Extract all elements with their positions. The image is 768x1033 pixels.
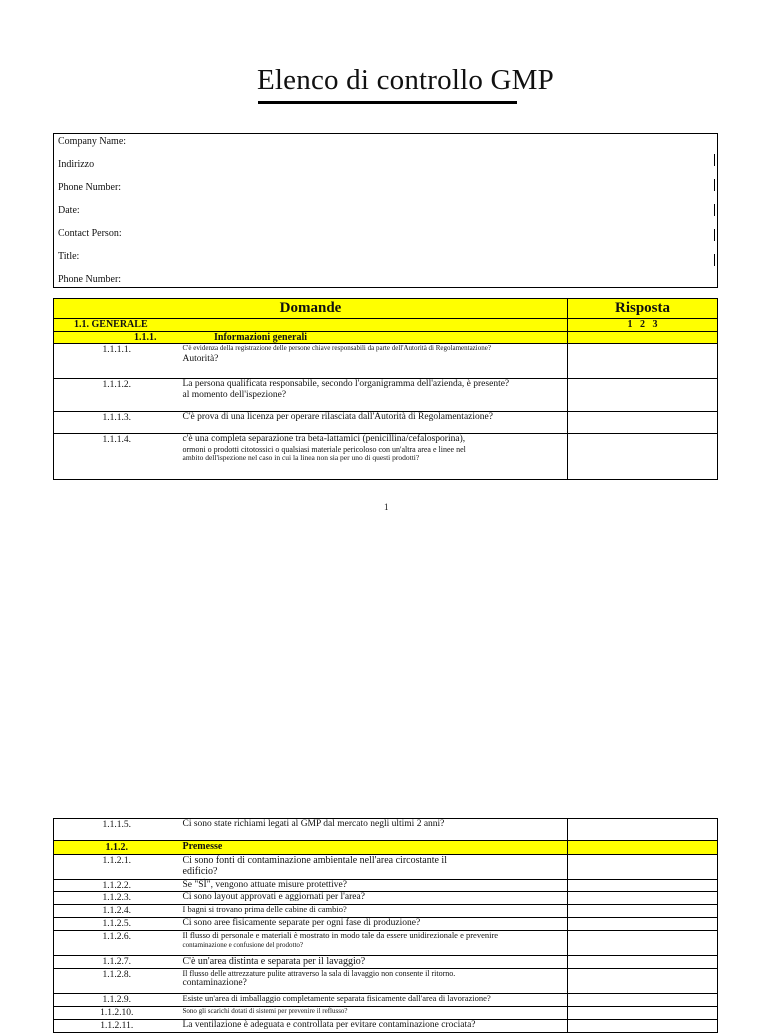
row-number: 1.1.1.1.: [54, 344, 180, 379]
question-line: al momento dell'ispezione?: [182, 389, 287, 400]
contact-person-label: Contact Person:: [58, 228, 122, 239]
row-number: 1.1.2.1.: [54, 854, 180, 879]
row-number: 1.1.2.2.: [54, 879, 180, 892]
company-info-box: [53, 133, 718, 288]
table-row: [54, 918, 718, 931]
question-line: ormoni o prodotti citotossici o qualsiasi materiale pericoloso con un'altra area e linee nel: [182, 444, 466, 454]
table-row: [54, 434, 718, 480]
subsection-cell: [54, 331, 568, 344]
row-question: [180, 854, 568, 879]
header-questions: Domande: [54, 299, 568, 319]
answer-cell[interactable]: [568, 994, 718, 1007]
row-question: Se "SÌ", vengono attuate misure protettive?: [180, 879, 568, 892]
section-row: [54, 319, 718, 332]
right-mark: [714, 229, 715, 241]
question-line: C'è evidenza della registrazione delle persone chiave responsabili da parte dell'Autorità di Regolamentazione?: [182, 344, 491, 352]
table-header-row: [54, 299, 718, 319]
row-question: Sono gli scarichi dotati di sistemi per prevenire il reflusso?: [180, 1007, 568, 1020]
question-line: C'è prova di una licenza per operare rilasciata dall'Autorità di Regolamentazione?: [182, 412, 493, 422]
row-question: [180, 412, 568, 434]
row-question: C'è un'area distinta e separata per il lavaggio?: [180, 956, 568, 969]
row-number: 1.1.1.5.: [54, 819, 180, 841]
table-row: [54, 931, 718, 956]
answer-scale: 1 2 3: [568, 319, 718, 332]
title-underline: [258, 101, 517, 104]
row-number: 1.1.2.10.: [54, 1007, 180, 1020]
answer-cell[interactable]: [568, 879, 718, 892]
question-line: Il flusso di personale e materiali è mostrato in modo tale da essere unidirezionale e prevenire: [182, 930, 499, 941]
table-row: [54, 905, 718, 918]
table-row: [54, 956, 718, 969]
answer-cell[interactable]: [568, 1007, 718, 1020]
row-number: 1.1.1.2.: [54, 379, 180, 412]
checklist-table-1-rows: [53, 343, 718, 480]
row-number: 1.1.2.5.: [54, 918, 180, 931]
answer-cell[interactable]: [568, 1019, 718, 1032]
subsection-row: [54, 331, 718, 344]
question-line: contaminazione e confusione del prodotto?: [182, 940, 304, 949]
page-number: 1: [384, 502, 389, 512]
answer-cell[interactable]: [568, 956, 718, 969]
table-row: [54, 969, 718, 994]
question-line: contaminazione?: [182, 978, 247, 989]
row-number: 1.1.2.8.: [54, 969, 180, 994]
table-row: [54, 819, 718, 841]
table-row: [54, 412, 718, 434]
answer-cell[interactable]: [568, 819, 718, 841]
table-row: [54, 1019, 718, 1032]
subsection-row: [54, 841, 718, 855]
checklist-table-2: [53, 818, 718, 1033]
question-line: La persona qualificata responsabile, secondo l'organigramma dell'azienda, è presente?: [182, 379, 510, 389]
row-question: Ci sono layout approvati e aggiornati per l'area?: [180, 892, 568, 905]
row-number: 1.1.2.3.: [54, 892, 180, 905]
question-line: Il flusso delle attrezzature pulite attraverso la sala di lavaggio non consente il ritorno.: [182, 969, 456, 979]
date-label: Date:: [58, 205, 80, 216]
question-line: edificio?: [182, 866, 218, 877]
right-mark: [714, 254, 715, 266]
question-line: Ci sono fonti di contaminazione ambientale nell'area circostante il: [182, 854, 447, 866]
row-question: [180, 931, 568, 956]
row-question: Ci sono state richiami legati al GMP dal mercato negli ultimi 2 anni?: [180, 819, 568, 841]
right-mark: [714, 204, 715, 216]
phone-label: Phone Number:: [58, 182, 122, 193]
answer-cell[interactable]: [568, 434, 718, 480]
row-number: 1.1.2.11.: [54, 1019, 180, 1032]
row-question: Ci sono aree fisicamente separate per ogni fase di produzione?: [180, 918, 568, 931]
table-row: [54, 1007, 718, 1020]
subsection-title: Premesse: [180, 841, 568, 855]
question-line: ambito dell'ispezione nel caso in cui la linea non sia per uno di questi prodotti?: [182, 453, 420, 463]
subsection-answer: [568, 841, 718, 855]
row-number: 1.1.1.4.: [54, 434, 180, 480]
company-name-label: Company Name:: [58, 136, 127, 147]
row-number: 1.1.2.7.: [54, 956, 180, 969]
row-number: 1.1.1.3.: [54, 412, 180, 434]
row-question: [180, 379, 568, 412]
answer-cell[interactable]: [568, 969, 718, 994]
right-mark: [714, 179, 715, 191]
phone-label-2: Phone Number:: [58, 274, 122, 285]
right-mark: [714, 154, 715, 166]
question-line: Autorità?: [182, 354, 219, 365]
subsection-answer: [568, 331, 718, 344]
answer-cell[interactable]: [568, 892, 718, 905]
row-question: [180, 434, 568, 480]
row-number: 1.1.2.4.: [54, 905, 180, 918]
row-question: La ventilazione è adeguata e controllata per evitare contaminazione crociata?: [180, 1019, 568, 1032]
subsection-number: 1.1.1.: [134, 331, 157, 343]
section-general: 1.1. GENERALE: [54, 319, 568, 332]
page-title: Elenco di controllo GMP: [257, 64, 554, 96]
table-row: [54, 379, 718, 412]
row-number: 1.1.2.9.: [54, 994, 180, 1007]
table-row: [54, 994, 718, 1007]
address-label: Indirizzo: [58, 159, 95, 170]
answer-cell[interactable]: [568, 344, 718, 379]
subsection-number: 1.1.2.: [54, 841, 180, 855]
table-row: [54, 854, 718, 879]
row-question: [180, 969, 568, 994]
row-number: 1.1.2.6.: [54, 931, 180, 956]
answer-cell[interactable]: [568, 379, 718, 412]
table-row: [54, 344, 718, 379]
question-line: c'è una completa separazione tra beta-lattamici (penicillina/cefalosporina),: [182, 434, 466, 444]
row-question: Esiste un'area di imballaggio completamente separata fisicamente dall'area di lavorazione?: [180, 994, 568, 1007]
answer-cell[interactable]: [568, 854, 718, 879]
table-row: [54, 879, 718, 892]
row-question: I bagni si trovano prima delle cabine di cambio?: [180, 905, 568, 918]
row-question: [180, 344, 568, 379]
checklist-table-1: [53, 298, 718, 344]
answer-cell[interactable]: [568, 918, 718, 931]
title-label: Title:: [58, 251, 80, 262]
answer-cell[interactable]: [568, 905, 718, 918]
header-answer: Risposta: [568, 299, 718, 319]
table-row: [54, 892, 718, 905]
subsection-title: Informazioni generali: [214, 331, 308, 343]
answer-cell[interactable]: [568, 931, 718, 956]
answer-cell[interactable]: [568, 412, 718, 434]
